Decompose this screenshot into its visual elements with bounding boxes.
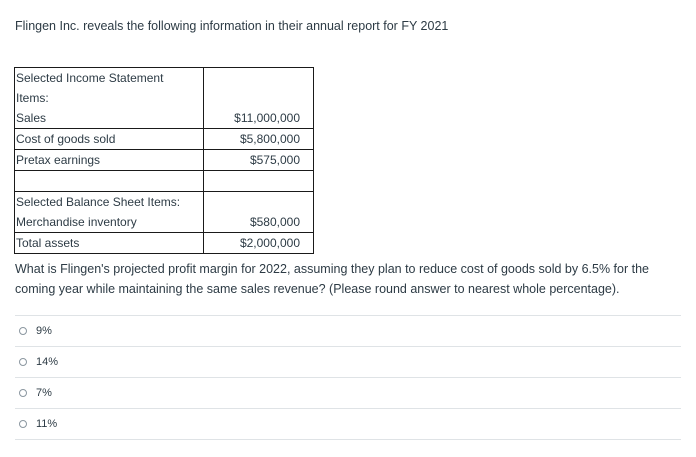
radio-button[interactable] [19, 420, 27, 428]
income-heading-line1: Selected Income Statement [16, 71, 164, 85]
table-row [15, 68, 314, 129]
option-label: 7% [36, 387, 52, 399]
value-cell [204, 68, 314, 129]
option-label: 14% [36, 356, 59, 368]
radio-button[interactable] [19, 327, 27, 335]
radio-button[interactable] [19, 358, 27, 366]
pretax-label: Pretax earnings [16, 153, 101, 167]
value-cell [204, 233, 314, 254]
sales-label: Sales [16, 111, 47, 125]
balance-sheet-cell [15, 192, 204, 233]
sales-value: $11,000,000 [234, 111, 300, 125]
income-heading-line2: Items: [16, 91, 49, 105]
answer-options [15, 315, 681, 440]
label-cell [15, 129, 204, 150]
label-cell [15, 233, 204, 254]
question-text: What is Flingen's projected profit margin for 2022, assuming they plan to reduce cost of goods sold by 6.5% for the coming year while maintaining the same sales revenue? (Please round answer to nearest whole percentage). [15, 262, 649, 296]
cogs-label: Cost of goods sold [16, 132, 116, 146]
answer-option-7[interactable] [15, 377, 681, 408]
pretax-value: $575,000 [249, 153, 300, 167]
table-row [15, 192, 314, 233]
table-row [15, 233, 314, 254]
table-row [15, 171, 314, 192]
balance-heading: Selected Balance Sheet Items: [16, 195, 181, 209]
inventory-label: Merchandise inventory [16, 215, 137, 229]
intro-text: Flingen Inc. reveals the following information in their annual report for FY 2021 [15, 19, 449, 33]
radio-button[interactable] [19, 389, 27, 397]
value-cell [204, 192, 314, 233]
value-cell [204, 150, 314, 171]
table-row [15, 150, 314, 171]
option-label: 11% [36, 418, 58, 430]
empty-cell [204, 171, 314, 192]
answer-option-14[interactable] [15, 346, 681, 377]
total-assets-value: $2,000,000 [239, 236, 300, 250]
value-cell [204, 129, 314, 150]
table-row [15, 129, 314, 150]
answer-option-9[interactable] [15, 315, 681, 346]
income-statement-cell [15, 68, 204, 129]
cogs-value: $5,800,000 [239, 132, 300, 146]
financial-data-table [14, 67, 314, 254]
empty-cell [15, 171, 204, 192]
answer-option-11[interactable] [15, 408, 681, 440]
label-cell [15, 150, 204, 171]
inventory-value: $580,000 [249, 215, 300, 229]
total-assets-label: Total assets [16, 236, 80, 250]
option-label: 9% [36, 325, 52, 337]
